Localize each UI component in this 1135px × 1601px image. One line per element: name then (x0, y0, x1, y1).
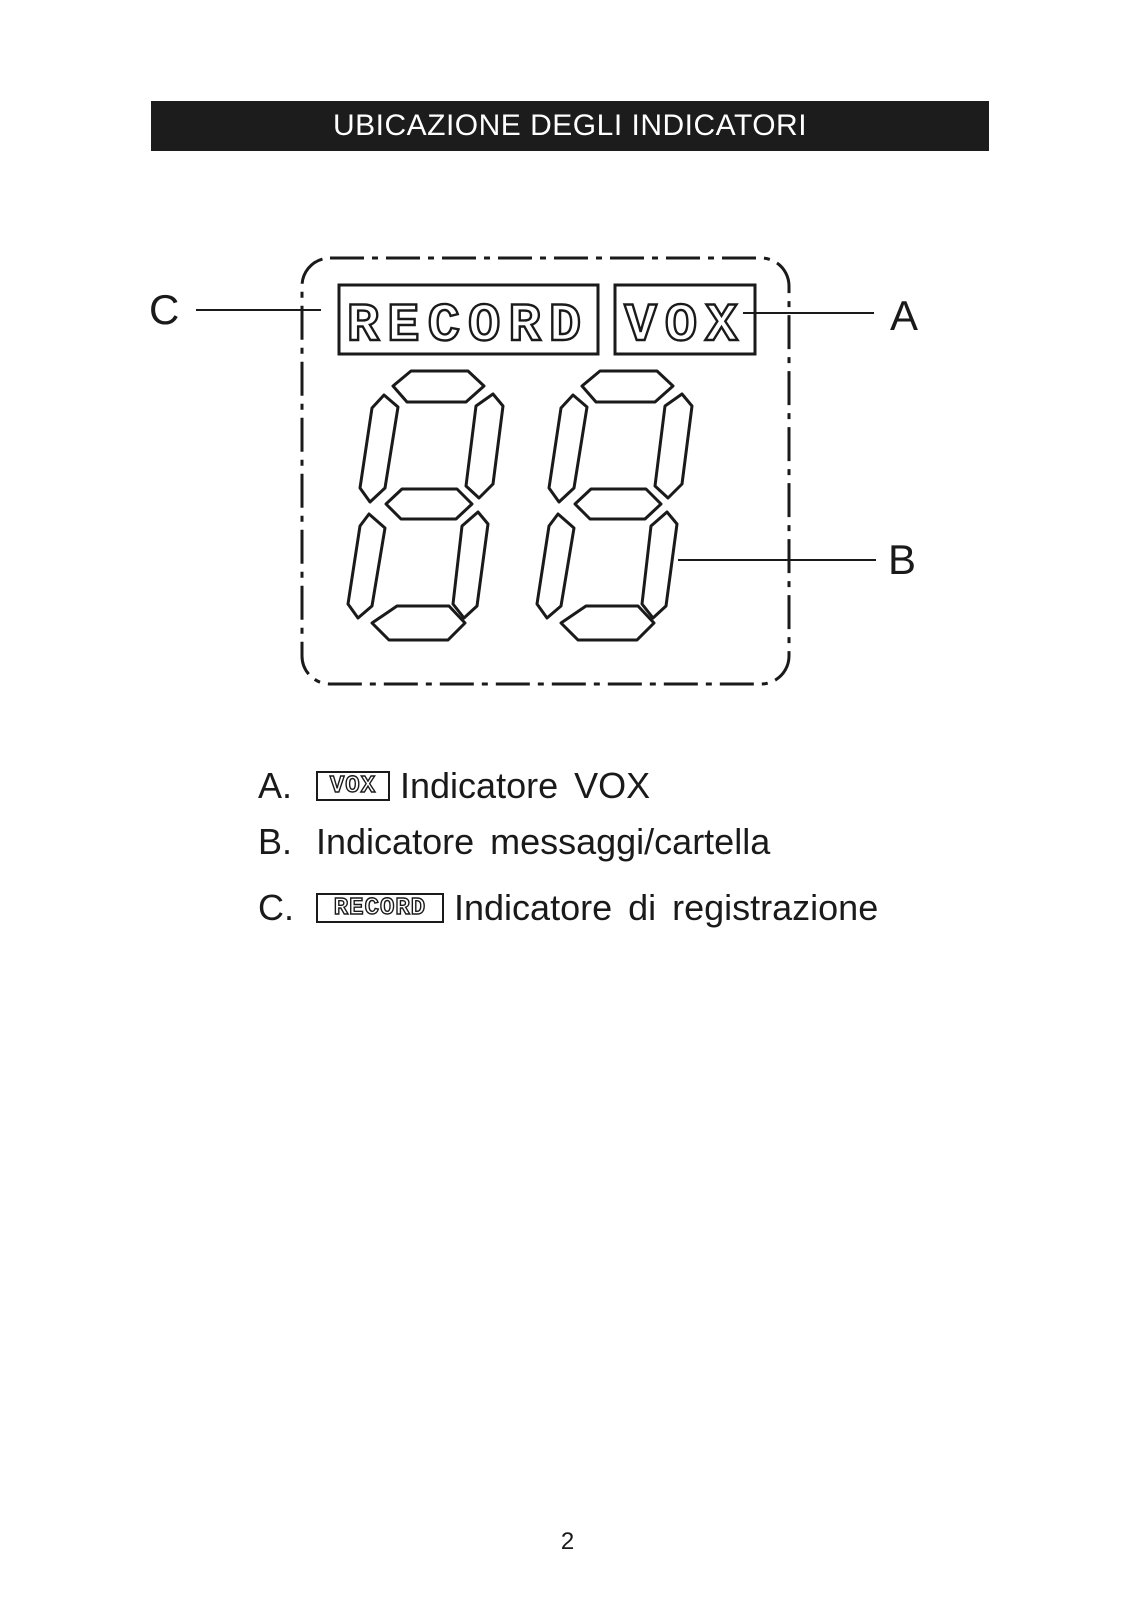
segment-top-right (466, 394, 503, 498)
segment-top (393, 371, 484, 402)
legend-letter: A. (258, 765, 293, 806)
legend-text: Indicatore di registrazione (454, 887, 879, 928)
seven-segment-digit-2 (537, 371, 692, 640)
record-mini-icon: RECORD (316, 893, 444, 923)
segment-top (582, 371, 673, 402)
segment-bottom (372, 606, 465, 640)
segment-middle (386, 489, 472, 519)
segment-middle (575, 489, 661, 519)
segment-bottom-left (537, 514, 574, 618)
legend-item-c (258, 887, 878, 929)
section-title: UBICAZIONE DEGLI INDICATORI (332, 109, 808, 142)
page-number: 2 (560, 1528, 575, 1555)
callout-b-label: B (888, 536, 917, 583)
callout-c-label: C (149, 286, 180, 333)
record-indicator-label: RECORD (346, 296, 590, 357)
segment-bottom-right (453, 512, 488, 618)
segment-top-right (655, 394, 692, 498)
segment-bottom-left (348, 514, 385, 618)
vox-mini-icon: VOX (316, 771, 390, 801)
segment-top-left (549, 395, 587, 502)
legend-text: Indicatore VOX (400, 765, 651, 806)
legend-item-a (258, 765, 650, 807)
legend-item-b (258, 821, 770, 863)
legend-letter: C. (258, 887, 294, 928)
lcd-display-diagram (140, 240, 960, 700)
legend-letter: B. (258, 821, 293, 862)
seven-segment-digit-1 (348, 371, 503, 640)
legend-text: Indicatore messaggi/cartella (316, 821, 771, 862)
segment-bottom (561, 606, 654, 640)
vox-indicator-label: VOX (624, 296, 746, 357)
segment-bottom-right (642, 512, 677, 618)
segment-top-left (360, 395, 398, 502)
callout-a-label: A (890, 292, 919, 339)
section-header (151, 101, 989, 151)
